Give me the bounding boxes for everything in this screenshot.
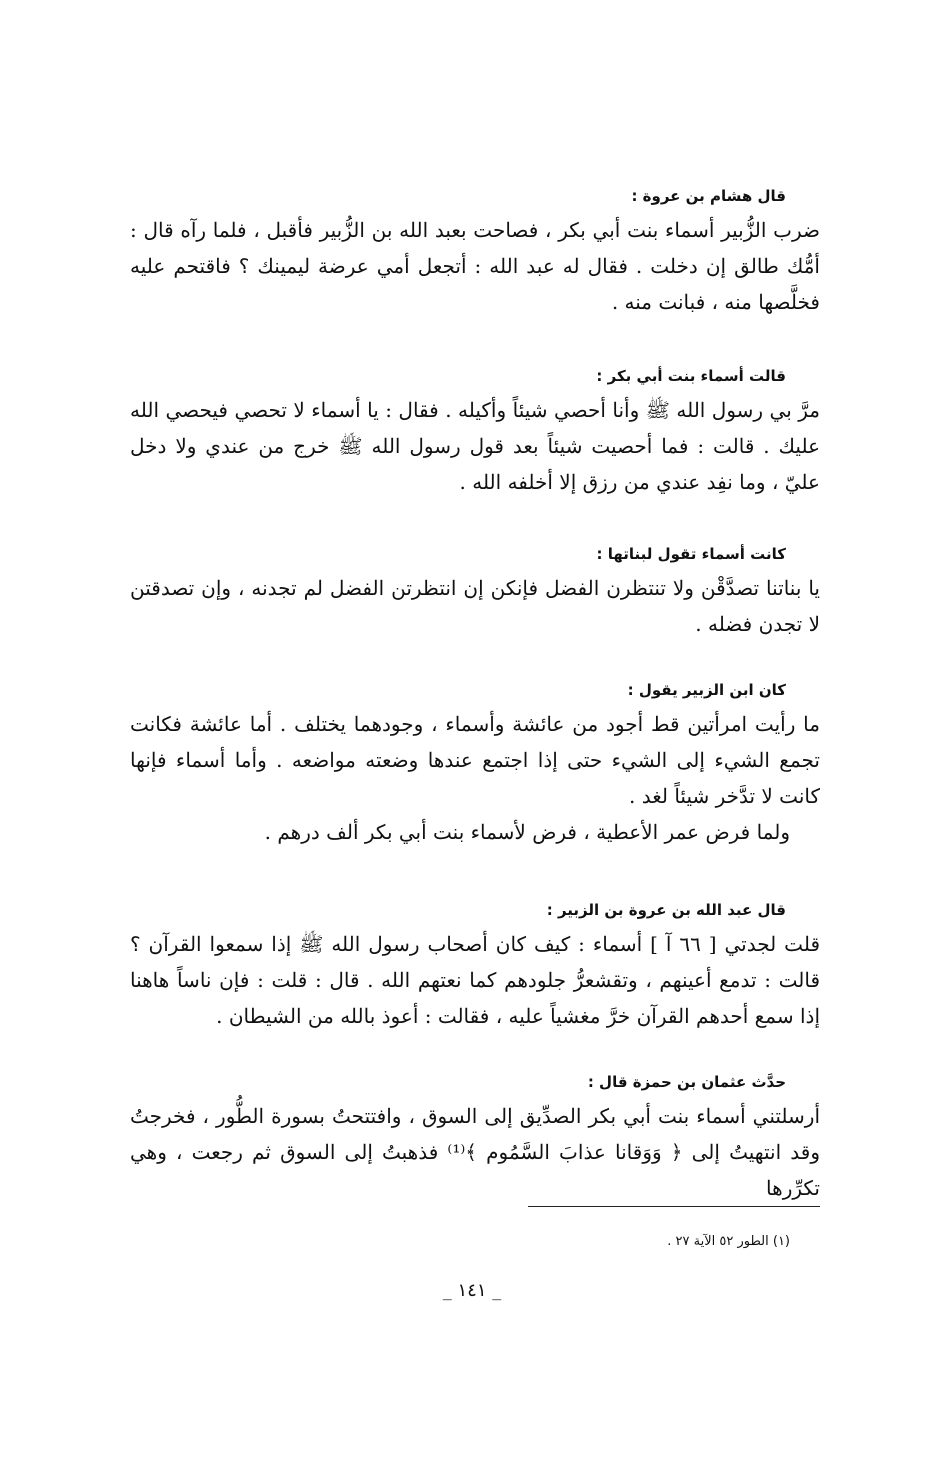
page-number: _ ١٤١ _ <box>442 1280 502 1301</box>
section-paragraph: أرسلتني أسماء بنت أبي بكر الصدِّيق إلى السوق ، وافتتحتُ بسورة الطُّور ، فخرجتُ وقد انتهيتُ إلى ﴿ وَوَقانا عذابَ السَّمُوم ﴾⁽¹⁾ فذهبتُ إلى السوق ثم رجعت ، وهي تكرِّرها <box>130 1104 820 1200</box>
section-paragraph: ولما فرض عمر الأعطية ، فرض لأسماء بنت أبي بكر ألف درهم . <box>264 820 790 844</box>
section-heading: قال هشام بن عروة : <box>631 187 786 205</box>
footnote-divider <box>528 1206 820 1207</box>
section-hisham <box>130 186 820 320</box>
section-heading: كانت أسماء تقول لبناتها : <box>596 545 786 563</box>
section-heading: حدَّث عثمان بن حمزة قال : <box>587 1073 786 1091</box>
footnote: (١) الطور ٥٢ الآية ٢٧ . <box>667 1234 790 1249</box>
section-abdullah-urwa <box>130 900 820 1034</box>
section-uthman-hamza <box>130 1072 820 1206</box>
section-heading: كان ابن الزبير يقول : <box>627 681 786 699</box>
section-heading: قالت أسماء بنت أبي بكر : <box>596 367 786 385</box>
section-paragraph: ما رأيت امرأتين قط أجود من عائشة وأسماء ، وجودهما يختلف . أما عائشة فكانت تجمع الشيء إلى الشيء حتى إذا اجتمع عندها وضعته مواضعه . وأما أسماء فإنها كانت لا تدَّخر شيئاً لغد . <box>130 712 820 808</box>
section-paragraph: ضرب الزُّبير أسماء بنت أبي بكر ، فصاحت بعبد الله بن الزُّبير فأقبل ، فلما رآه قال : أمُّك طالق إن دخلت . فقال له عبد الله : أتجعل أمي عرضة ليمينك ؟ فاقتحم عليه فخلَّصها منه ، فبانت منه . <box>130 218 820 314</box>
section-asma-counting <box>130 366 820 500</box>
section-paragraph: قلت لجدتي [ ٦٦ آ ] أسماء : كيف كان أصحاب رسول الله ﷺ إذا سمعوا القرآن ؟ قالت : تدمع أعينهم ، وتقشعرُّ جلودهم كما نعتهم الله . قال : قلت : فإن ناساً هاهنا إذا سمع أحدهم القرآن خرَّ مغشياً عليه ، فقالت : أعوذ بالله من الشيطان . <box>130 932 821 1028</box>
section-heading: قال عبد الله بن عروة بن الزبير : <box>546 901 786 919</box>
section-paragraph: مرَّ بي رسول الله ﷺ وأنا أحصي شيئاً وأكيله . فقال : يا أسماء لا تحصي فيحصي الله عليك . قالت : فما أحصيت شيئاً بعد قول رسول الله ﷺ خرج من عندي ولا دخل عليّ ، وما نفِد عندي من رزق إلا أخلفه الله . <box>130 398 820 494</box>
section-ibn-zubair <box>130 680 820 850</box>
section-asma-daughters <box>130 544 820 642</box>
section-paragraph: يا بناتنا تصدَّقْن ولا تنتظرن الفضل فإنكن إن انتظرتن الفضل لم تجدنه ، وإن تصدقتن لا تجدن فضله . <box>130 576 820 636</box>
